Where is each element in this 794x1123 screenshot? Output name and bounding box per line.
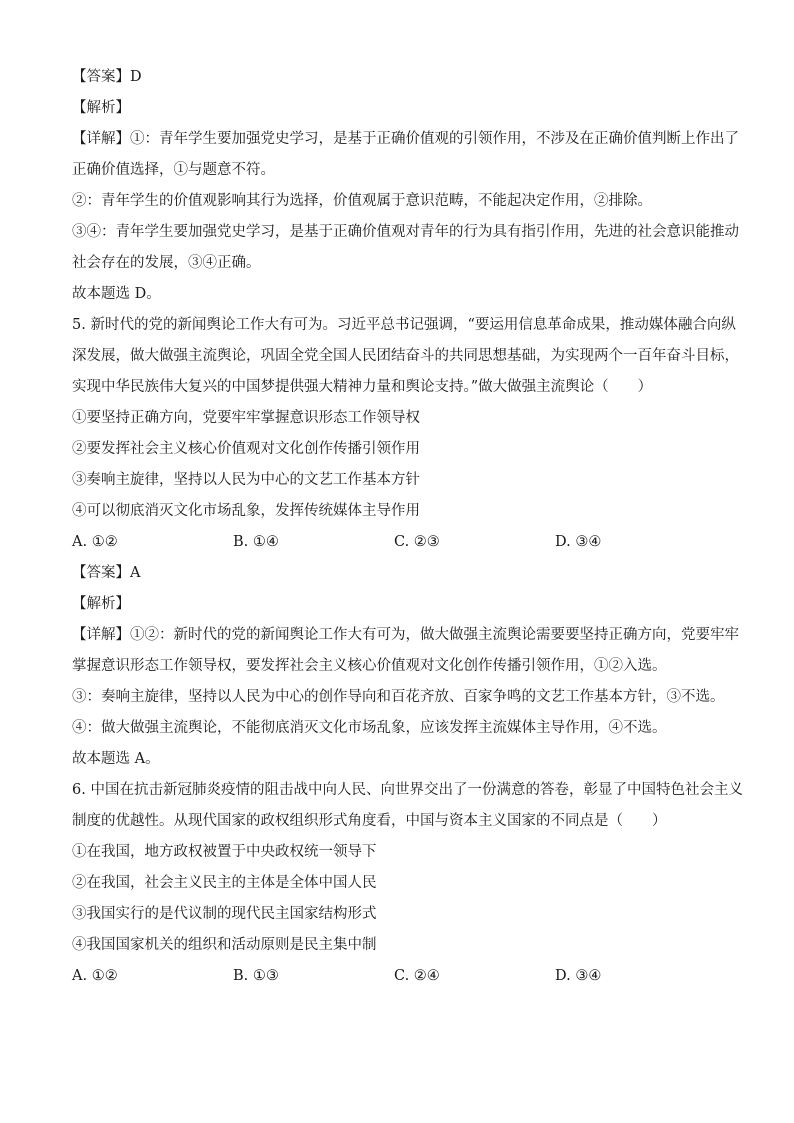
analysis-label: 【解析】: [72, 596, 130, 612]
detail-text: ③：奏响主旋律，坚持以人民为中心的创作导向和百花齐放、百家争鸣的文艺工作基本方针，③不选。: [72, 689, 725, 705]
option-b: B. ①③: [233, 968, 279, 984]
question-stem: 6. 中国在抗击新冠肺炎疫情的阻击战中向人民、向世界交出了一份满意的答卷，彰显了中国特色社会主义: [72, 782, 743, 798]
statement-item: ①要坚持正确方向，党要牢牢掌握意识形态工作领导权: [72, 410, 420, 426]
conclusion-text: 故本题选 A。: [72, 751, 160, 767]
statement-item: ②在我国，社会主义民主的主体是全体中国人民: [72, 875, 377, 891]
analysis-label: 【解析】: [72, 100, 130, 116]
detail-text: 掌握意识形态工作领导权，要发挥社会主义核心价值观对文化创作传播引领作用，①②入选。: [72, 658, 667, 674]
statement-item: ③我国实行的是代议制的现代民主国家结构形式: [72, 906, 377, 922]
option-a: A. ①②: [72, 968, 118, 984]
answer-options: [72, 527, 732, 558]
statement-item: ③奏响主旋律，坚持以人民为中心的文艺工作基本方针: [72, 472, 420, 488]
option-d: D. ③④: [555, 534, 602, 550]
detail-text: ②：青年学生的价值观影响其行为选择，价值观属于意识范畴，不能起决定作用，②排除。: [72, 193, 652, 209]
detail-text: 【详解】①②：新时代的党的新闻舆论工作大有可为，做大做强主流舆论需要要坚持正确方向，党要牢牢: [72, 627, 739, 643]
statement-item: ②要发挥社会主义核心价值观对文化创作传播引领作用: [72, 441, 420, 457]
document-page: [72, 62, 743, 992]
detail-text: 【详解】①：青年学生要加强党史学习，是基于正确价值观的引领作用，不涉及在正确价值判断上作出了: [72, 131, 739, 147]
question-stem: 实现中华民族伟大复兴的中国梦提供强大精神力量和舆论支持。”做大做强主流舆论（ ）: [72, 379, 653, 395]
answer-options: [72, 961, 732, 992]
option-c: C. ②④: [394, 968, 440, 984]
option-d: D. ③④: [555, 968, 602, 984]
statement-item: ①在我国，地方政权被置于中央政权统一领导下: [72, 844, 377, 860]
question-stem: 深发展，做大做强主流舆论，巩固全党全国人民团结奋斗的共同思想基础，为实现两个一百年奋斗目标，: [72, 348, 739, 364]
detail-text: 社会存在的发展，③④正确。: [72, 255, 261, 271]
question-stem: 制度的优越性。从现代国家的政权组织形式角度看，中国与资本主义国家的不同点是（ ）: [72, 813, 667, 829]
answer-label: 【答案】D: [72, 69, 142, 85]
answer-label: 【答案】A: [72, 565, 141, 581]
detail-text: ③④：青年学生要加强党史学习，是基于正确价值观对青年的行为具有指引作用，先进的社会意识能推动: [72, 224, 739, 240]
conclusion-text: 故本题选 D。: [72, 286, 161, 302]
statement-item: ④可以彻底消灭文化市场乱象，发挥传统媒体主导作用: [72, 503, 420, 519]
option-c: C. ②③: [394, 534, 440, 550]
detail-text: 正确价值选择，①与题意不符。: [72, 162, 275, 178]
detail-text: ④：做大做强主流舆论，不能彻底消灭文化市场乱象，应该发挥主流媒体主导作用，④不选。: [72, 720, 667, 736]
option-a: A. ①②: [72, 534, 118, 550]
option-b: B. ①④: [233, 534, 279, 550]
statement-item: ④我国国家机关的组织和活动原则是民主集中制: [72, 937, 377, 953]
question-stem: 5. 新时代的党的新闻舆论工作大有可为。习近平总书记强调，“要运用信息革命成果，推动媒体融合向纵: [72, 317, 736, 333]
